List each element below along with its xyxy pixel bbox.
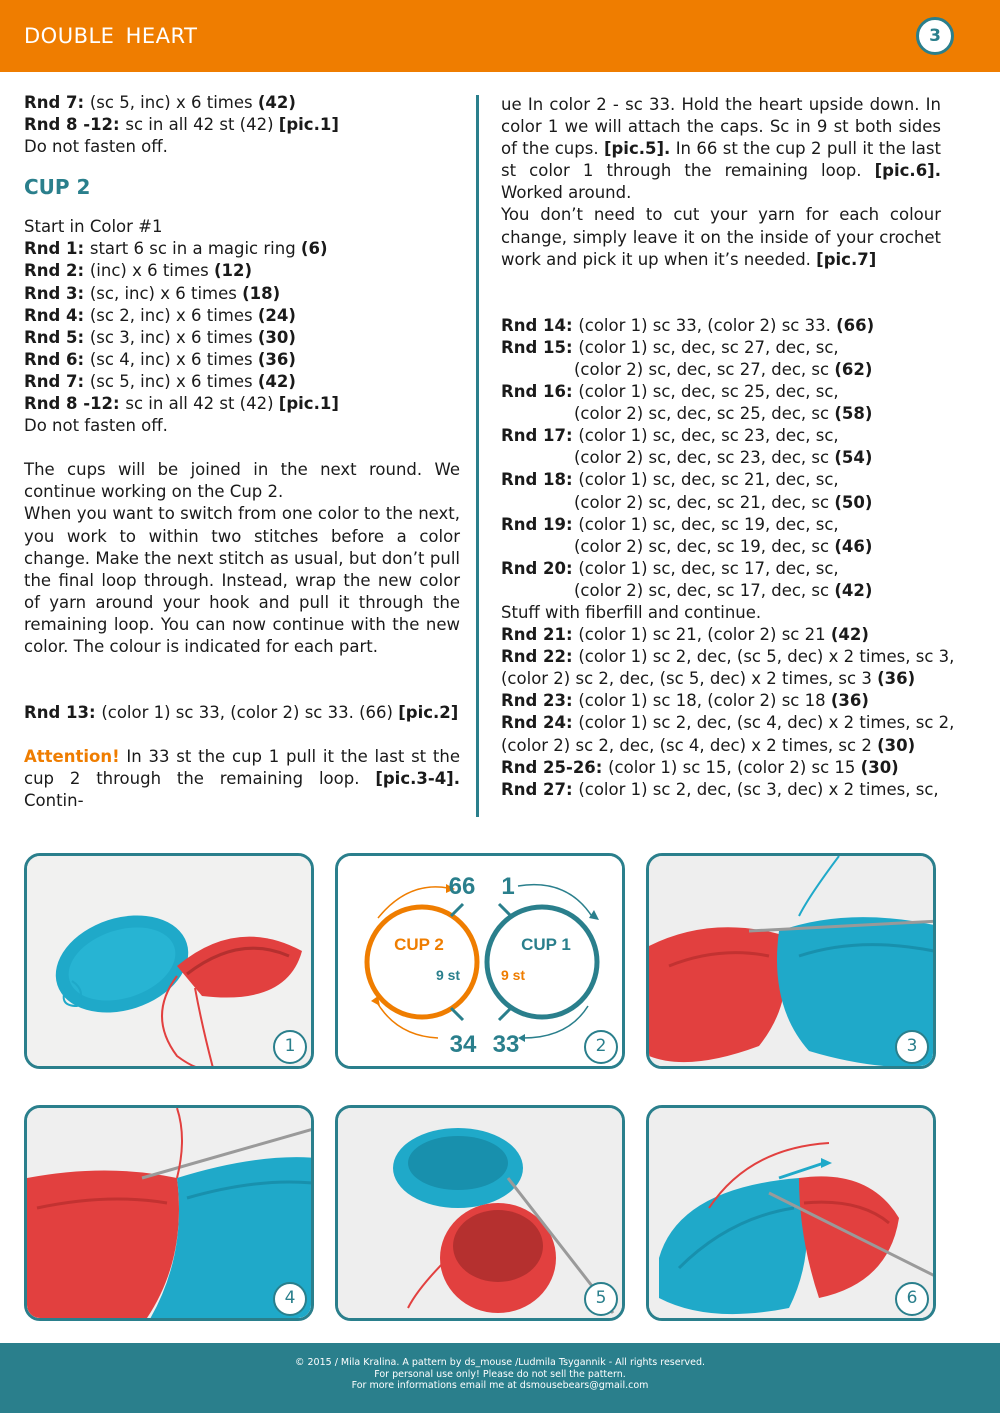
row-bold-text: (58)	[834, 404, 873, 424]
row-bold-text: Rnd 8 -12:	[24, 115, 126, 135]
row-text: (color 2) sc, dec, sc 21, dec, sc	[574, 492, 835, 512]
picture-4	[24, 1105, 314, 1321]
row-bold-text: (54)	[834, 448, 873, 468]
pattern-row	[24, 371, 460, 393]
row-bold-text: Rnd 4:	[24, 305, 90, 325]
picture-1	[24, 853, 314, 1069]
right-column	[501, 94, 955, 801]
row-bold-text: Rnd 14:	[501, 315, 579, 335]
left-st-label: 9 st	[435, 967, 461, 983]
pattern-row	[501, 690, 941, 712]
row-bold-text: [pic.2]	[398, 703, 459, 723]
pic5-ref: [pic.5].	[603, 139, 671, 159]
row-bold-text: Rnd 5:	[24, 327, 90, 347]
pattern-row	[24, 216, 460, 238]
row-text: (color 2) sc, dec, sc 27, dec, sc	[574, 359, 835, 379]
row-bold-text: Rnd 16:	[501, 382, 579, 402]
row-text: Stuff with fiberfill and continue.	[501, 602, 762, 622]
row-bold-text: (12)	[213, 261, 252, 281]
picture-3-number: 3	[895, 1030, 929, 1064]
page-number-badge: 3	[916, 17, 954, 55]
row-bold-text: (50)	[834, 492, 873, 512]
row-text: (color 1) sc 2, dec, (sc 4, dec) x 2 times, sc 2,	[578, 713, 955, 733]
picture-5	[335, 1105, 625, 1321]
row-bold-text: (36)	[877, 669, 916, 689]
pattern-row	[501, 558, 941, 580]
continued-text-1: ue In color 2 - sc 33. Hold the heart upside down. In color 1 we will attach the caps. Sc in 9 st both sides of the cups.	[501, 95, 941, 159]
attention-label: Attention!	[24, 747, 120, 767]
pattern-row	[501, 668, 941, 690]
picture-4-number: 4	[273, 1282, 307, 1316]
row-bold-text: Rnd 8 -12:	[24, 394, 126, 414]
row-text: (sc 3, inc) x 6 times	[89, 327, 258, 347]
pattern-row	[501, 315, 941, 337]
rnd13-row	[24, 702, 460, 724]
attention-tail: Contin-	[24, 791, 84, 811]
row-bold-text: Rnd 17:	[501, 426, 579, 446]
row-bold-text: Rnd 25-26:	[501, 757, 609, 777]
pattern-row	[501, 712, 955, 734]
pattern-row	[24, 260, 460, 282]
row-text: (color 1) sc, dec, sc 17, dec, sc,	[578, 558, 839, 578]
row-bold-text: Rnd 24:	[501, 713, 579, 733]
cup2-label: CUP 2	[394, 935, 444, 954]
stitch-1-label: 1	[501, 873, 515, 900]
row-bold-text: [pic.1]	[278, 394, 339, 414]
row-bold-text: (24)	[257, 305, 296, 325]
pattern-row	[24, 238, 460, 260]
pattern-row	[24, 283, 460, 305]
row-bold-text: (36)	[257, 349, 296, 369]
stitch-66-label: 66	[448, 873, 476, 900]
row-bold-text: Rnd 21:	[501, 625, 579, 645]
row-text: (sc 4, inc) x 6 times	[89, 349, 258, 369]
photo-joining-cups	[649, 856, 936, 1069]
row-bold-text: (6)	[300, 239, 328, 259]
pattern-row	[501, 514, 941, 536]
photo-cups-joined	[27, 1108, 314, 1321]
photo-pull-loop	[649, 1108, 936, 1321]
row-text: Do not fasten off.	[24, 137, 168, 157]
pattern-row	[501, 381, 941, 403]
pattern-row	[501, 646, 955, 668]
pattern-row	[24, 349, 460, 371]
row-text: Start in Color #1	[24, 217, 163, 237]
row-bold-text: (36)	[830, 691, 869, 711]
row-text: (sc 2, inc) x 6 times	[89, 305, 258, 325]
photo-cups-upside-down	[338, 1108, 625, 1321]
row-bold-text: Rnd 15:	[501, 337, 579, 357]
row-bold-text: Rnd 3:	[24, 283, 90, 303]
row-bold-text: Rnd 20:	[501, 558, 579, 578]
pattern-row	[24, 114, 460, 136]
row-bold-text: Rnd 23:	[501, 691, 579, 711]
picture-6	[646, 1105, 936, 1321]
pattern-row	[24, 702, 460, 724]
copyright-line: © 2015 / Mila Kralina. A pattern by ds_mouse /Ludmila Tsygannik - All rights reserved.	[294, 1357, 706, 1368]
row-bold-text: [pic.1]	[278, 115, 339, 135]
picture-2-number: 2	[584, 1030, 618, 1064]
row-bold-text: (46)	[834, 536, 873, 556]
cup2-rows	[24, 216, 460, 437]
row-text: (sc 5, inc) x 6 times	[89, 371, 258, 391]
page-header	[0, 0, 1000, 72]
continued-paragraph	[501, 94, 941, 204]
row-text: (color 1) sc 2, dec, (sc 3, dec) x 2 times, sc,	[578, 779, 939, 799]
yarn-tip-text: You don’t need to cut your yarn for each colour change, simply leave it on the inside of your crochet work and pick it up when it’s needed.	[501, 205, 941, 269]
row-text: (color 1) sc 15, (color 2) sc 15	[608, 757, 861, 777]
yarn-tip-paragraph	[501, 204, 941, 270]
pattern-row	[501, 469, 941, 491]
pattern-row	[501, 735, 941, 757]
round-rows	[501, 315, 955, 801]
row-text: (color 1) sc 18, (color 2) sc 18	[578, 691, 831, 711]
picture-6-number: 6	[895, 1282, 929, 1316]
row-text: Do not fasten off.	[24, 416, 168, 436]
pattern-row	[501, 779, 941, 801]
continued-text-3: Worked around.	[501, 183, 632, 203]
row-text: (color 1) sc 33, (color 2) sc 33.	[578, 315, 837, 335]
pattern-row	[501, 757, 941, 779]
join-paragraph: The cups will be joined in the next round. We continue working on the Cup 2.	[24, 460, 460, 502]
cup1-end-rows	[24, 92, 460, 158]
attention-ref: [pic.3-4].	[375, 769, 460, 789]
pattern-row	[24, 393, 460, 415]
row-text: (color 1) sc, dec, sc 21, dec, sc,	[578, 470, 839, 490]
color-change-paragraph: When you want to switch from one color to the next, you work to within two stitches before a color change. Make the next stitch as usual, but don’t pull the final loop through. Instead, wrap the new color of yarn around your hook and pull it through the remaining loop. You can now continue with the new color. The colour is indicated for each part.	[24, 504, 460, 656]
row-bold-text: (62)	[834, 359, 873, 379]
row-bold-text: (42)	[830, 625, 869, 645]
row-text: (color 1) sc 21, (color 2) sc 21	[578, 625, 831, 645]
row-text: (color 2) sc, dec, sc 25, dec, sc	[574, 404, 835, 424]
pattern-row	[24, 327, 460, 349]
continued-text-2: In 66 st the cup 2 pull it the last st color 1 through the remaining loop.	[501, 139, 941, 181]
pattern-row	[501, 602, 941, 624]
pattern-row	[501, 447, 941, 469]
pattern-row	[501, 359, 941, 381]
column-divider	[476, 95, 479, 817]
personal-use-line: For personal use only! Please do not sell the pattern.	[374, 1368, 626, 1380]
picture-5-number: 5	[584, 1282, 618, 1316]
row-text: (color 2) sc, dec, sc 19, dec, sc	[574, 536, 835, 556]
cup2-heading: CUP 2	[24, 175, 91, 200]
attention-paragraph	[24, 746, 460, 812]
row-bold-text: (30)	[257, 327, 296, 347]
cup1-label: CUP 1	[521, 935, 571, 954]
cup-joining-diagram	[338, 856, 625, 1069]
row-text: sc in all 42 st (42)	[125, 394, 279, 414]
row-bold-text: Rnd 22:	[501, 647, 579, 667]
row-text: (color 1) sc, dec, sc 27, dec, sc,	[578, 337, 839, 357]
attention-text: In 33 st the cup 1 pull it the last st the cup 2 through the remaining loop.	[24, 747, 461, 789]
pattern-row	[501, 624, 941, 646]
right-st-label: 9 st	[500, 967, 526, 983]
row-text: (sc 5, inc) x 6 times	[89, 93, 258, 112]
picture-2	[335, 853, 625, 1069]
row-bold-text: Rnd 18:	[501, 470, 579, 490]
row-bold-text: Rnd 13:	[24, 703, 102, 723]
row-bold-text: Rnd 7:	[24, 371, 90, 391]
row-text: (color 1) sc, dec, sc 23, dec, sc,	[578, 426, 839, 446]
row-bold-text: Rnd 1:	[24, 239, 90, 259]
pattern-row	[24, 415, 460, 437]
row-text: (color 1) sc 33, (color 2) sc 33. (66)	[101, 703, 399, 723]
row-text: start 6 sc in a magic ring	[89, 239, 301, 259]
row-bold-text: (30)	[877, 735, 916, 755]
row-bold-text: (42)	[834, 580, 873, 600]
pattern-row	[24, 92, 460, 114]
pattern-row	[501, 403, 941, 425]
row-bold-text: Rnd 19:	[501, 514, 579, 534]
pattern-row	[24, 136, 460, 158]
row-bold-text: (30)	[860, 757, 899, 777]
pic6-ref: [pic.6].	[874, 161, 941, 181]
left-column	[24, 92, 460, 812]
row-bold-text: (42)	[257, 371, 296, 391]
row-bold-text: Rnd 7:	[24, 93, 90, 112]
row-bold-text: Rnd 27:	[501, 779, 579, 799]
row-text: (color 1) sc, dec, sc 19, dec, sc,	[578, 514, 839, 534]
stitch-34-label: 34	[449, 1031, 477, 1058]
pattern-row	[501, 337, 941, 359]
pattern-row	[501, 536, 941, 558]
page-footer	[0, 1343, 1000, 1413]
row-bold-text: (42)	[257, 93, 296, 112]
pattern-row	[501, 580, 941, 602]
picture-3	[646, 853, 936, 1069]
pattern-row	[501, 492, 941, 514]
row-bold-text: (18)	[242, 283, 281, 303]
row-text: (color 1) sc, dec, sc 25, dec, sc,	[578, 382, 839, 402]
pattern-row	[501, 425, 941, 447]
row-text: (color 2) sc 2, dec, (sc 5, dec) x 2 times, sc 3	[501, 669, 878, 689]
photo-blue-red-cups	[27, 856, 314, 1069]
row-bold-text: Rnd 6:	[24, 349, 90, 369]
row-text: (color 2) sc, dec, sc 23, dec, sc	[574, 448, 835, 468]
row-bold-text: (66)	[836, 315, 875, 335]
picture-1-number: 1	[273, 1030, 307, 1064]
contact-line: For more informations email me at dsmousebears@gmail.com	[351, 1380, 649, 1392]
pattern-row	[24, 305, 460, 327]
row-text: (color 2) sc 2, dec, (sc 4, dec) x 2 times, sc 2	[501, 735, 878, 755]
row-text: (color 2) sc, dec, sc 17, dec, sc	[574, 580, 835, 600]
document-title: DOUBLE HEART	[24, 24, 198, 48]
stitch-33-label: 33	[492, 1031, 520, 1058]
pic7-ref: [pic.7]	[816, 249, 877, 269]
row-bold-text: Rnd 2:	[24, 261, 90, 281]
row-text: (sc, inc) x 6 times	[89, 283, 243, 303]
row-text: (color 1) sc 2, dec, (sc 5, dec) x 2 times, sc 3,	[578, 647, 955, 667]
row-text: sc in all 42 st (42)	[125, 115, 279, 135]
row-text: (inc) x 6 times	[89, 261, 214, 281]
